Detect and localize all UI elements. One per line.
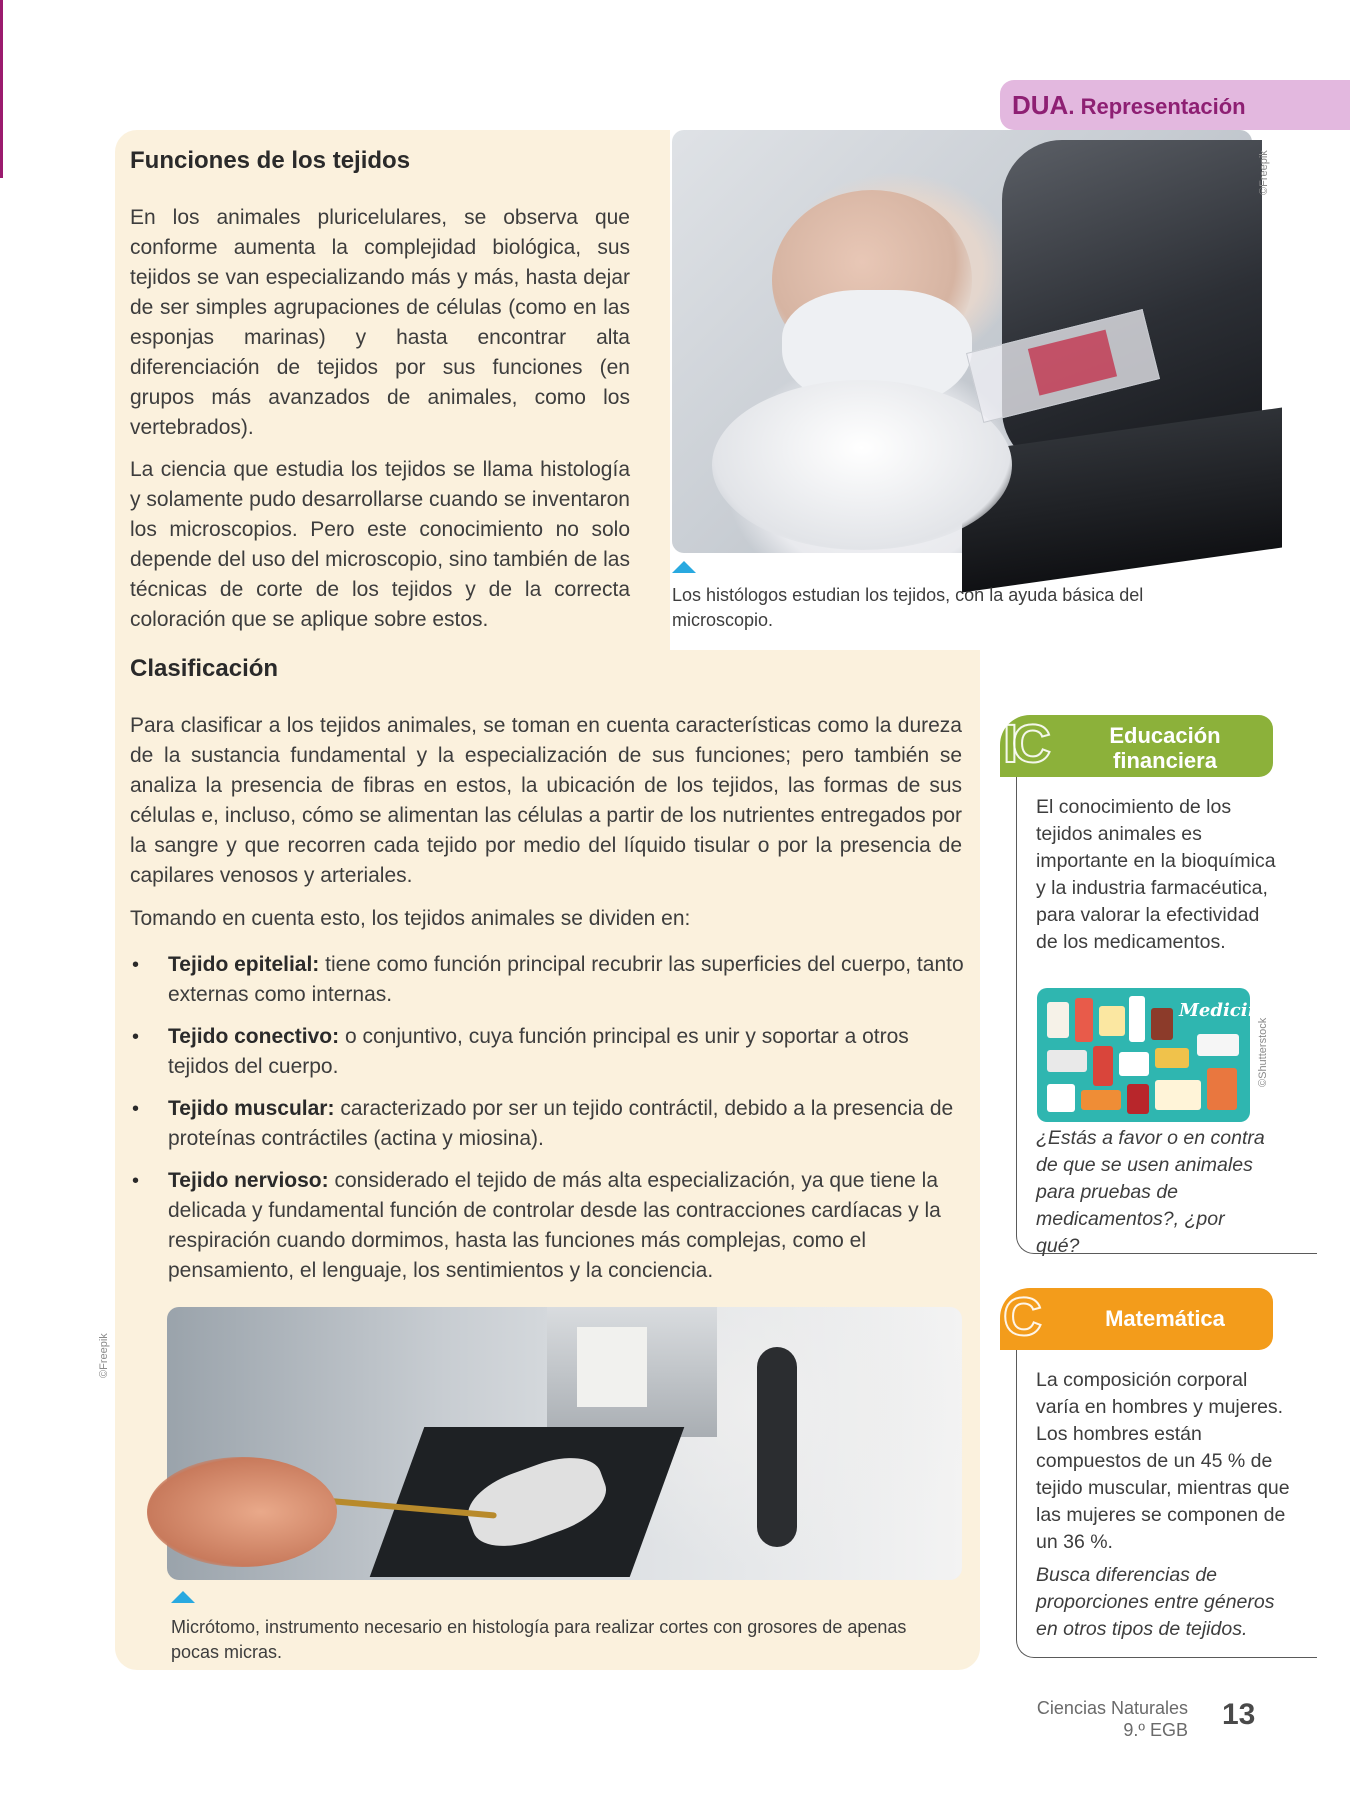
- caption-marker-icon: [171, 1591, 195, 1603]
- medicine-image-credit: ©Shutterstock: [1257, 1017, 1269, 1087]
- desc-conectivo: o conjuntivo, cuya función principal es unir y soportar a otros tejidos del cuerpo.: [168, 1025, 909, 1078]
- footer-subject-block: [1037, 1697, 1188, 1741]
- dua-suffix: . Representación: [1068, 94, 1246, 119]
- financial-education-header: [1000, 715, 1273, 777]
- math-text: La composición corporal varía en hombres y mujeres. Los hombres están compuestos de un 45 % de tejido muscular, mientras que las mujeres se componen de un 36 %.: [1036, 1369, 1290, 1553]
- math-question: Busca diferencias de proporciones entre géneros en otros tipos de tejidos.: [1036, 1564, 1275, 1640]
- photo1-caption: Los histólogos estudian los tejidos, con la ayuda básica del microscopio.: [672, 585, 1144, 630]
- financial-education-title: Educación financiera: [1109, 723, 1221, 773]
- financial-education-text: El conocimiento de los tejidos animales es importante en la bioquímica y la industria farmacéutica, para valorar la efectividad de los medicamentos.: [1036, 796, 1276, 953]
- list-item-conectivo: [130, 1022, 965, 1082]
- footer-grade: 9.º EGB: [1123, 1720, 1188, 1740]
- paragraph-funciones-2: La ciencia que estudia los tejidos se llama histología y solamente pudo desarrollarse cuando se inventaron los microscopios. Pero este conocimiento no solo depende del uso del microscopio, sino también de las técnicas de corte de los tejidos y de la correcta coloración que se aplique sobre estos.: [130, 458, 630, 631]
- list-item-muscular: [130, 1094, 965, 1154]
- dua-prefix: DUA: [1012, 90, 1069, 120]
- desc-epitelial: tiene como función principal recubrir las superficies del cuerpo, tanto externas como internas.: [168, 953, 964, 1006]
- c-badge-icon: C: [1003, 1287, 1036, 1347]
- photo2-caption: Micrótomo, instrumento necesario en histología para realizar cortes con grosores de apenas pocas micras.: [171, 1617, 907, 1662]
- term-epitelial: Tejido epitelial:: [168, 953, 320, 976]
- dua-tag: [1000, 80, 1350, 130]
- term-nervioso: Tejido nervioso:: [168, 1169, 329, 1192]
- gloved-hands: [712, 380, 1012, 550]
- medicine-illustration-title: Medicine: [1179, 1000, 1273, 1021]
- footer-subject: Ciencias Naturales: [1036, 1698, 1188, 1718]
- math-header: [1000, 1288, 1273, 1350]
- math-title: Matemática: [1105, 1306, 1225, 1331]
- term-muscular: Tejido muscular:: [168, 1097, 335, 1120]
- page-number: 13: [1222, 1698, 1256, 1731]
- desc-muscular: caracterizado por ser un tejido contráctil, debido a la presencia de proteínas contráctiles (actina y miosina).: [168, 1097, 954, 1150]
- ic-badge-icon: IC: [1003, 714, 1045, 774]
- microtome-photo: [167, 1307, 962, 1580]
- list-item-nervioso: [130, 1166, 965, 1286]
- paragraph-funciones-1: En los animales pluricelulares, se observa que conforme aumenta la complejidad biológica, sus tejidos se van especializando más y más, hasta dejar de ser simples agrupaciones de células (como en las esponjas marinas) y hasta encontrar alta diferenciación de tejidos por sus funciones (en grupos más avanzados de animales, como los vertebrados).: [130, 206, 630, 439]
- tissue-type-list: [130, 950, 965, 1298]
- paragraph-clasificacion-2: Tomando en cuenta esto, los tejidos animales se dividen en:: [130, 907, 691, 930]
- financial-education-question: ¿Estás a favor o en contra de que se usen animales para pruebas de medicamentos?, ¿por qué?: [1036, 1127, 1265, 1257]
- section-title-clasificacion: Clasificación: [130, 655, 279, 682]
- paragraph-clasificacion-1: Para clasificar a los tejidos animales, se toman en cuenta características como la dureza de la sustancia fundamental y la especialización de sus funciones; pero también se analiza la presencia de fibras en estos, la ubicación de los tejidos, las formas de sus células e, incluso, cómo se alimentan las células a partir de los nutrientes entregados por la sangre y que recorren cada tejido por medio del líquido tisular o por la presencia de capilares venosos y arteriales.: [130, 714, 962, 887]
- desc-nervioso: considerado el tejido de más alta especialización, ya que tiene la delicada y fundamental función de controlar desde las contracciones cardíacas y la respiración cuando dormimos, hasta las funciones más complejas, como el pensamiento, el lenguaje, los sentimientos y la conciencia.: [168, 1169, 941, 1282]
- hand: [147, 1457, 337, 1567]
- photo2-credit: ©Freepik: [98, 1333, 110, 1378]
- histologist-microscope-photo: [672, 130, 1252, 553]
- caption-marker-icon: [672, 561, 696, 573]
- section-title-funciones: Funciones de los tejidos: [130, 147, 411, 174]
- page-edge-bar: [0, 0, 3, 178]
- term-conectivo: Tejido conectivo:: [168, 1025, 340, 1048]
- photo1-credit: ©Freepik: [1258, 150, 1270, 195]
- list-item-epitelial: [130, 950, 965, 1010]
- microtome-blade: [547, 1307, 717, 1437]
- microtome-arm: [757, 1347, 797, 1547]
